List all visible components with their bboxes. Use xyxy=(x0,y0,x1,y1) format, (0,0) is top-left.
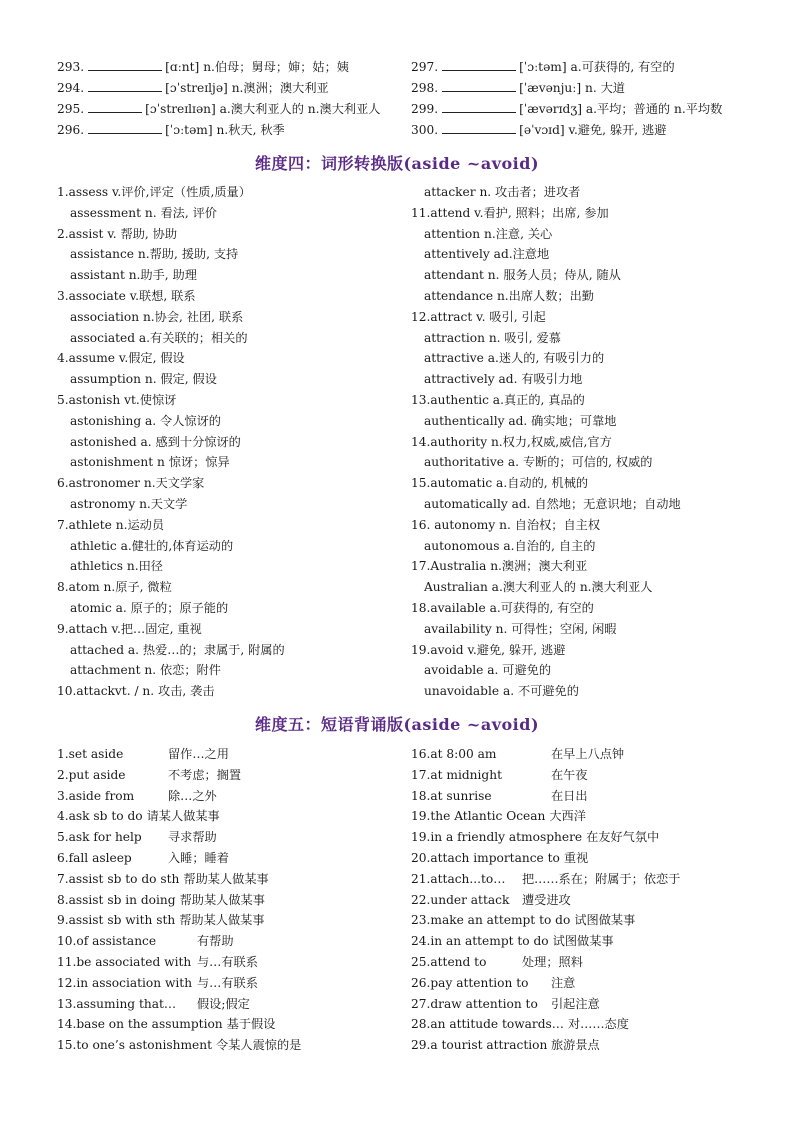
headword-item: 19.avoid v.避免, 躲开, 逃避 xyxy=(411,642,566,657)
word-form-item: avoidable a. 可避免的 xyxy=(424,663,552,678)
word-form-item: attentively ad.注意地 xyxy=(424,247,550,262)
phrase-meaning: 与…有联系 xyxy=(197,955,258,969)
vocab-number: 294. xyxy=(57,81,85,95)
phrase-term: 3.aside from xyxy=(57,788,135,803)
word-form-item: authoritative a. 专断的；可信的, 权威的 xyxy=(424,455,653,470)
word-form-item: unavoidable a. 不可避免的 xyxy=(424,684,579,699)
headword-item: 18.available a.可获得的, 有空的 xyxy=(411,601,594,615)
phrase-term: 15.to one’s astonishment xyxy=(57,1038,213,1053)
phrase-term: 27.draw attention to xyxy=(411,996,538,1011)
vocab-phonetic: [ˈævənjuː] xyxy=(519,81,582,95)
phrase-meaning: 入睡；睡着 xyxy=(168,851,229,865)
phrase-meaning: 注意 xyxy=(551,975,576,990)
answer-blank xyxy=(88,99,142,113)
phrase-term: 29.a tourist attraction xyxy=(411,1038,548,1053)
vocab-phonetic: [ˈɔːtəm] xyxy=(165,123,213,137)
phrase-meaning: 令某人震惊的是 xyxy=(216,1038,302,1053)
phrase-meaning: 请某人做某事 xyxy=(146,809,220,824)
headword-item: 4.assume v.假定, 假设 xyxy=(57,351,185,366)
phrase-item xyxy=(411,890,571,911)
word-form-item: association n.协会, 社团, 联系 xyxy=(70,309,244,324)
phrase-item xyxy=(411,848,588,869)
vocab-row xyxy=(57,99,380,119)
word-form-item: assistant n.助手, 助理 xyxy=(70,268,197,283)
answer-blank xyxy=(88,78,162,92)
vocab-meaning: n.伯母；舅母；婶；姑；姨 xyxy=(203,60,349,74)
phrase-item xyxy=(411,1014,629,1035)
word-form-item: attractive a.迷人的, 有吸引力的 xyxy=(424,351,605,366)
phrase-term: 11.be associated with xyxy=(57,955,192,969)
headword-item: 14.authority n.权力,权威,威信,官方 xyxy=(411,434,612,449)
word-form-item: attendance n.出席人数；出勤 xyxy=(424,289,594,303)
vocab-meaning: n. 大道 xyxy=(585,81,625,95)
phrase-term: 10.of assistance xyxy=(57,934,157,949)
answer-blank xyxy=(442,99,516,113)
phrase-term: 14.base on the assumption xyxy=(57,1017,223,1032)
phrase-item xyxy=(57,1014,275,1035)
phrase-meaning: 基于假设 xyxy=(226,1017,276,1032)
word-form-item: automatically ad. 自然地；无意识地；自动地 xyxy=(424,497,681,511)
headword-item: 1.assess v.评价,评定（性质,质量） xyxy=(57,185,251,199)
vocab-row xyxy=(411,57,675,77)
phrase-item xyxy=(411,973,575,994)
answer-blank xyxy=(442,78,516,92)
word-form-item: Australian a.澳大利亚人的 n.澳大利亚人 xyxy=(424,580,653,595)
word-form-item: availability n. 可得性；空闲, 闲暇 xyxy=(424,621,617,636)
phrase-meaning: 帮助某人做某事 xyxy=(179,892,265,907)
answer-blank xyxy=(442,120,516,134)
phrase-item xyxy=(411,765,588,786)
phrase-meaning: 在午夜 xyxy=(551,767,588,782)
phrase-term: 23.make an attempt to do xyxy=(411,913,571,928)
vocab-number: 296. xyxy=(57,123,85,137)
vocab-meaning: v.避免, 躲开, 逃避 xyxy=(568,123,667,137)
word-form-item: attractively ad. 有吸引力地 xyxy=(424,372,583,387)
phrase-item xyxy=(411,869,680,890)
phrase-term: 6.fall asleep xyxy=(57,851,132,865)
phrase-term: 4.ask sb to do xyxy=(57,809,143,824)
phrase-item xyxy=(57,786,217,807)
phrase-item xyxy=(57,744,229,765)
phrase-item xyxy=(411,744,624,765)
vocab-row xyxy=(411,120,666,140)
vocab-row xyxy=(57,57,349,77)
word-form-item: assumption n. 假定, 假设 xyxy=(70,372,217,387)
phrase-meaning: 有帮助 xyxy=(197,934,234,949)
phrase-item xyxy=(57,890,265,911)
headword-item: 10.attackvt. / n. 攻击, 袭击 xyxy=(57,684,215,699)
phrase-item xyxy=(411,994,600,1015)
phrase-term: 5.ask for help xyxy=(57,830,142,845)
phrase-meaning: 不考虑；搁置 xyxy=(168,767,242,782)
phrase-meaning: 在日出 xyxy=(551,788,588,803)
phrase-item xyxy=(57,994,250,1015)
phrase-meaning: 处理；照料 xyxy=(522,955,583,969)
phrase-item xyxy=(57,1035,301,1056)
headword-item: 11.attend v.看护, 照料；出席, 参加 xyxy=(411,205,609,220)
word-form-item: athletics n.田径 xyxy=(70,559,163,574)
phrase-item xyxy=(57,848,229,869)
phrase-item xyxy=(57,910,265,931)
phrase-term: 1.set aside xyxy=(57,747,124,761)
word-form-item: astonishment n 惊讶；惊异 xyxy=(70,455,230,470)
phrase-item xyxy=(57,869,269,890)
answer-blank xyxy=(442,57,516,71)
word-form-item: attachment n. 依恋；附件 xyxy=(70,663,221,678)
headword-item: 12.attract v. 吸引, 引起 xyxy=(411,309,546,324)
vocab-number: 295. xyxy=(57,102,85,116)
word-form-item: attached a. 热爱…的；隶属于, 附属的 xyxy=(70,642,285,657)
phrase-term: 28.an attitude towards… xyxy=(411,1017,564,1032)
headword-item: 5.astonish vt.使惊讶 xyxy=(57,393,177,407)
headword-item: 16. autonomy n. 自治权；自主权 xyxy=(411,517,601,532)
phrase-meaning: 引起注意 xyxy=(551,996,600,1011)
phrase-item xyxy=(411,827,659,848)
phrase-meaning: 遭受进攻 xyxy=(522,892,571,907)
phrase-item xyxy=(411,786,588,807)
headword-item: 7.athlete n.运动员 xyxy=(57,517,165,532)
vocab-meaning: a.可获得的, 有空的 xyxy=(570,60,675,74)
phrase-term: 24.in an attempt to do xyxy=(411,934,549,949)
phrase-term: 20.attach importance to xyxy=(411,851,560,865)
phrase-term: 12.in association with xyxy=(57,975,193,990)
word-form-item: astonishing a. 令人惊讶的 xyxy=(70,413,221,428)
phrase-term: 25.attend to xyxy=(411,955,487,969)
word-form-item: attraction n. 吸引, 爱慕 xyxy=(424,330,561,345)
phrase-meaning: 寻求帮助 xyxy=(168,830,217,845)
vocab-row xyxy=(411,78,625,98)
phrase-item xyxy=(411,1035,600,1056)
phrase-item xyxy=(57,952,258,973)
section4-title: 维度四：词形转换版(aside ~avoid) xyxy=(254,154,540,173)
vocab-meaning: a.平均；普通的 n.平均数 xyxy=(585,102,723,116)
phrase-item xyxy=(57,765,241,786)
section5-title: 维度五：短语背诵版(aside ~avoid) xyxy=(254,715,540,734)
headword-item: 6.astronomer n.天文学家 xyxy=(57,476,205,491)
vocab-phonetic: [əˈvɔɪd] xyxy=(519,123,565,137)
phrase-meaning: 假设;假定 xyxy=(197,996,250,1011)
vocab-number: 300. xyxy=(411,123,439,137)
vocab-meaning: n.秋天, 秋季 xyxy=(216,123,285,137)
vocab-number: 297. xyxy=(411,60,439,74)
phrase-term: 9.assist sb with sth xyxy=(57,913,176,928)
phrase-term: 8.assist sb in doing xyxy=(57,892,176,907)
phrase-meaning: 旅游景点 xyxy=(551,1038,600,1053)
headword-item: 2.assist v. 帮助, 协助 xyxy=(57,226,178,241)
headword-item: 17.Australia n.澳洲；澳大利亚 xyxy=(411,559,588,574)
word-form-item: assessment n. 看法, 评价 xyxy=(70,205,217,220)
phrase-item xyxy=(411,910,635,931)
phrase-meaning: 在友好气氛中 xyxy=(586,830,660,845)
headword-item: 3.associate v.联想, 联系 xyxy=(57,289,196,303)
vocab-row xyxy=(57,120,285,140)
phrase-meaning: 帮助某人做某事 xyxy=(179,913,265,928)
word-form-item: attacker n. 攻击者；进攻者 xyxy=(424,185,581,199)
vocab-phonetic: [ɔˈstreɪljə] xyxy=(165,81,228,95)
phrase-term: 26.pay attention to xyxy=(411,975,529,990)
vocab-meaning: a.澳大利亚人的 n.澳大利亚人 xyxy=(219,102,381,116)
phrase-term: 22.under attack xyxy=(411,892,510,907)
phrase-meaning: 帮助某人做某事 xyxy=(183,871,269,886)
word-form-item: attention n.注意, 关心 xyxy=(424,226,553,241)
phrase-meaning: 试图做某事 xyxy=(574,913,636,928)
phrase-term: 17.at midnight xyxy=(411,767,502,782)
phrase-term: 19.the Atlantic Ocean xyxy=(411,809,546,824)
word-form-item: assistance n.帮助, 援助, 支持 xyxy=(70,247,239,262)
phrase-meaning: 大西洋 xyxy=(549,809,586,824)
answer-blank xyxy=(88,57,162,71)
phrase-term: 16.at 8:00 am xyxy=(411,747,497,761)
vocab-number: 293. xyxy=(57,60,85,74)
answer-blank xyxy=(88,120,162,134)
vocab-number: 299. xyxy=(411,102,439,116)
vocab-meaning: n.澳洲；澳大利亚 xyxy=(231,81,329,95)
word-form-item: athletic a.健壮的,体育运动的 xyxy=(70,538,234,553)
phrase-item xyxy=(57,931,234,952)
phrase-item xyxy=(411,806,586,827)
phrase-item xyxy=(411,931,614,952)
vocab-row xyxy=(57,78,329,98)
headword-item: 9.attach v.把…固定, 重视 xyxy=(57,621,202,636)
phrase-term: 2.put aside xyxy=(57,767,126,782)
vocab-phonetic: [ɑːnt] xyxy=(165,60,200,74)
vocab-number: 298. xyxy=(411,81,439,95)
vocab-row xyxy=(411,99,722,119)
phrase-meaning: 留作…之用 xyxy=(168,747,229,761)
word-form-item: associated a.有关联的；相关的 xyxy=(70,330,248,345)
word-form-item: atomic a. 原子的；原子能的 xyxy=(70,601,229,615)
vocab-phonetic: [ˈævərɪdʒ] xyxy=(519,102,582,116)
phrase-item xyxy=(57,806,220,827)
headword-item: 8.atom n.原子, 微粒 xyxy=(57,580,172,595)
phrase-meaning: 试图做某事 xyxy=(552,934,614,949)
phrase-meaning: 把……系在；附属于；依恋于 xyxy=(522,871,681,886)
phrase-item xyxy=(57,973,258,994)
phrase-meaning: 在早上八点钟 xyxy=(551,747,625,761)
word-form-item: astonished a. 感到十分惊讶的 xyxy=(70,434,241,449)
phrase-meaning: 与…有联系 xyxy=(197,975,258,990)
phrase-term: 13.assuming that… xyxy=(57,996,177,1011)
phrase-meaning: 对……态度 xyxy=(567,1017,629,1032)
phrase-item xyxy=(57,827,217,848)
word-form-item: authentically ad. 确实地；可靠地 xyxy=(424,413,617,428)
phrase-term: 18.at sunrise xyxy=(411,788,492,803)
phrase-term: 7.assist sb to do sth xyxy=(57,871,180,886)
phrase-term: 19.in a friendly atmosphere xyxy=(411,830,583,845)
word-form-item: attendant n. 服务人员；侍从, 随从 xyxy=(424,268,621,283)
phrase-item xyxy=(411,952,583,973)
headword-item: 13.authentic a.真正的, 真品的 xyxy=(411,393,585,407)
headword-item: 15.automatic a.自动的, 机械的 xyxy=(411,476,589,491)
word-form-item: astronomy n.天文学 xyxy=(70,497,188,511)
phrase-meaning: 除…之外 xyxy=(168,788,217,803)
vocab-phonetic: [ɔˈstreɪlɪən] xyxy=(145,102,216,116)
phrase-term: 21.attach...to… xyxy=(411,871,506,886)
vocab-phonetic: [ˈɔːtəm] xyxy=(519,60,567,74)
phrase-meaning: 重视 xyxy=(563,851,589,865)
word-form-item: autonomous a.自治的, 自主的 xyxy=(424,538,596,553)
